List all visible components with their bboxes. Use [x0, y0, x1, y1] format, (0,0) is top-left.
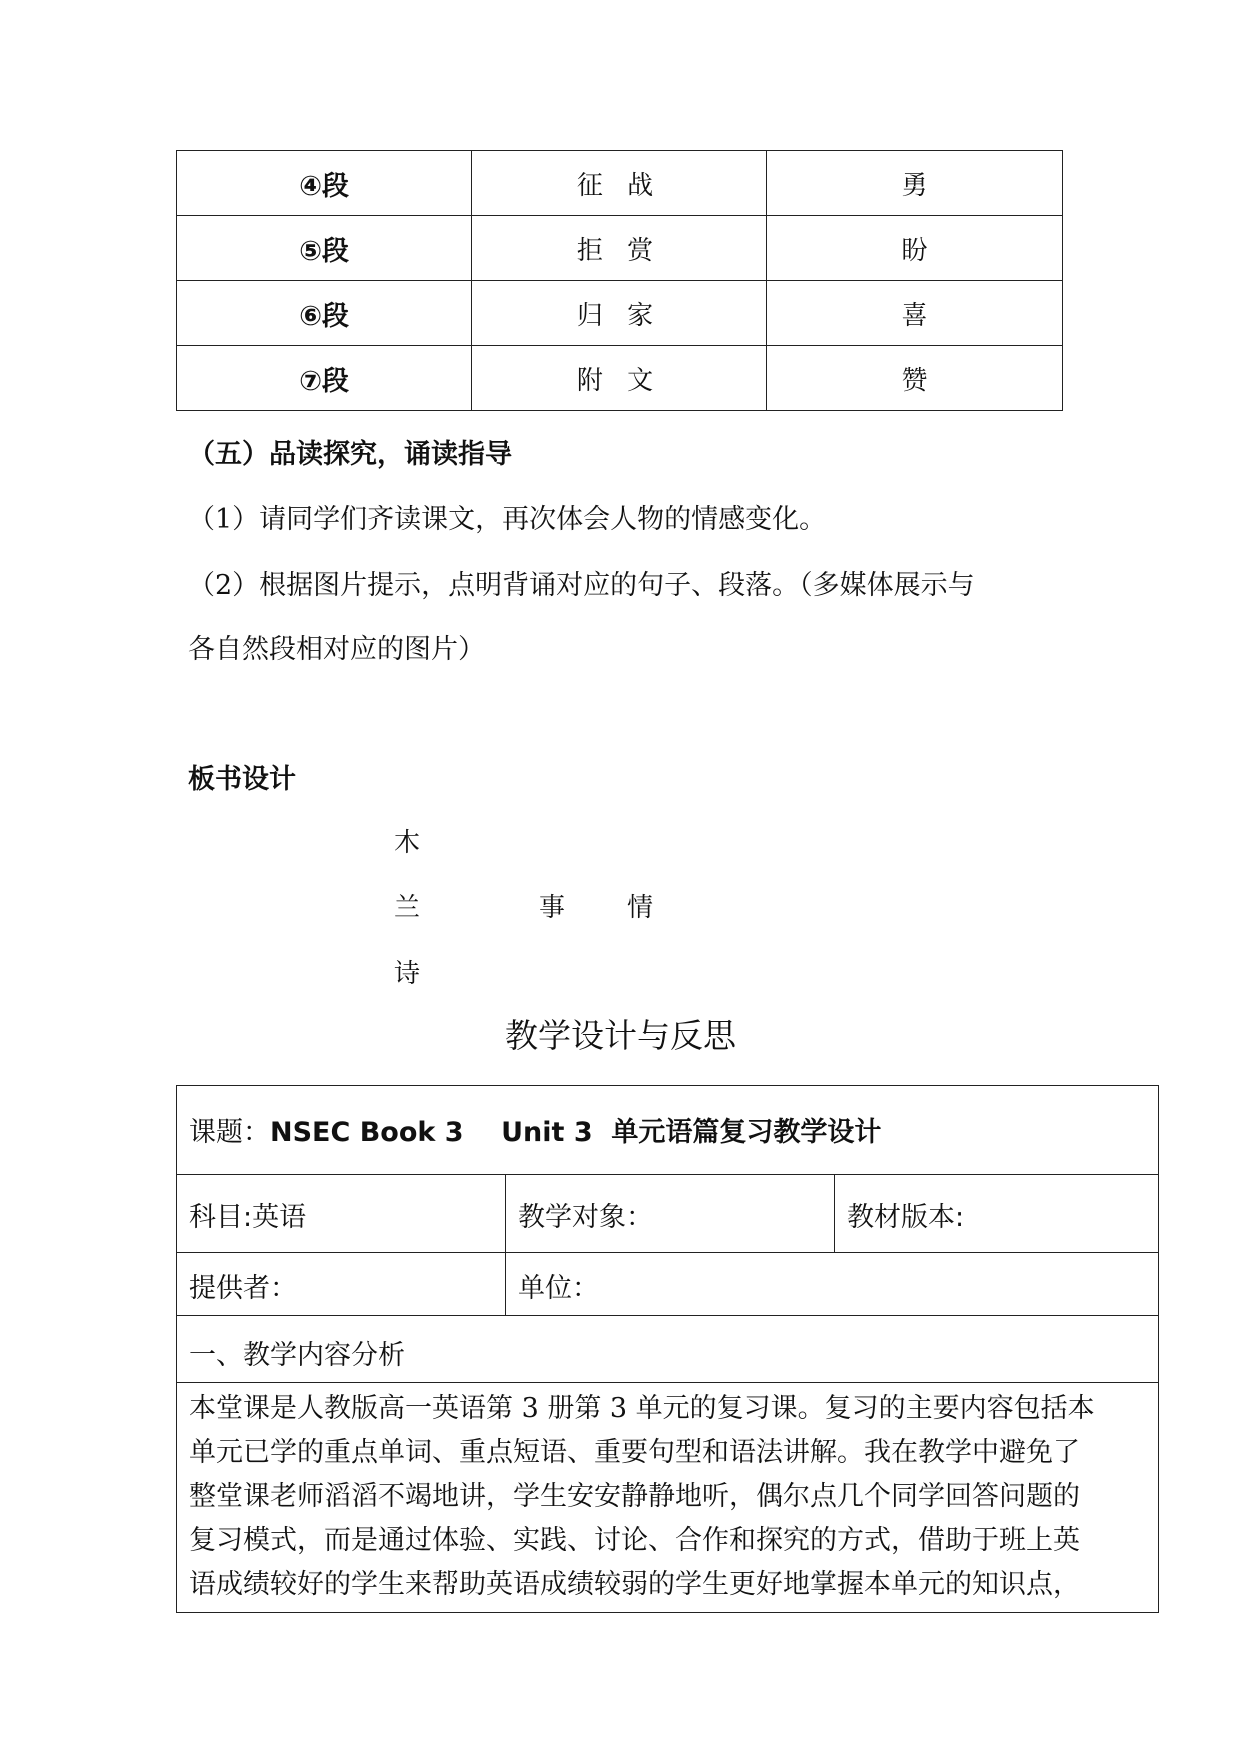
board-word-qing: 情 [627, 893, 654, 923]
section5-item1: （1）请同学们齐读课文，再次体会人物的情感变化。 [188, 504, 827, 535]
audience-text: 教学对象： [518, 1202, 653, 1233]
event-cell: 附 文 [472, 346, 767, 411]
unit-cell [505, 1253, 1158, 1315]
board-char-lan: 兰 [394, 893, 421, 923]
topic-label: 课题： [189, 1117, 270, 1148]
board-char-mu: 木 [394, 828, 421, 858]
topic-row [177, 1086, 1158, 1175]
provider-row [177, 1253, 1158, 1316]
design-table [176, 1085, 1159, 1613]
emotion-cell: 赞 [767, 346, 1063, 411]
section1-paragraph [189, 1387, 1148, 1607]
segment-cell: ⑥段 [177, 281, 472, 346]
edition-text: 教材版本: [847, 1202, 965, 1233]
board-char-shi: 诗 [394, 959, 421, 989]
provider-text: 提供者： [189, 1273, 297, 1304]
paragraph-line: 本堂课是人教版高一英语第 3 册第 3 单元的复习课。复习的主要内容包括本 [189, 1393, 1095, 1424]
section1-heading-row [177, 1316, 1158, 1383]
paragraph-line: 整堂课老师滔滔不竭地讲，学生安安静静地听，偶尔点几个同学回答问题的 [189, 1481, 1080, 1512]
section1-heading: 一、教学内容分析 [189, 1340, 405, 1371]
emotion-cell: 勇 [767, 151, 1063, 216]
paragraph-line: 语成绩较好的学生来帮助英语成绩较弱的学生更好地掌握本单元的知识点， [189, 1569, 1080, 1600]
table-row [177, 216, 1063, 281]
event-cell: 征 战 [472, 151, 767, 216]
table-row [177, 281, 1063, 346]
table-row [177, 346, 1063, 411]
table-row [177, 151, 1063, 216]
emotion-cell: 盼 [767, 216, 1063, 281]
emotion-cell: 喜 [767, 281, 1063, 346]
board-word-shi: 事 [539, 893, 566, 923]
paragraph-line: 单元已学的重点单词、重点短语、重要句型和语法讲解。我在教学中避免了 [189, 1437, 1080, 1468]
subject-text: 科目:英语 [189, 1202, 307, 1233]
topic-text [189, 1110, 881, 1149]
subject-cell [177, 1175, 505, 1252]
board-heading: 板书设计 [188, 764, 296, 795]
event-cell: 归 家 [472, 281, 767, 346]
edition-cell [834, 1175, 1158, 1252]
event-cell: 拒 赏 [472, 216, 767, 281]
section5-item2-line1: （2）根据图片提示，点明背诵对应的句子、段落。（多媒体展示与 [188, 570, 975, 601]
section5-item2-line2: 各自然段相对应的图片） [188, 634, 485, 665]
topic-value: NSEC Book 3 Unit 3 单元语篇复习教学设计 [270, 1117, 882, 1148]
segment-cell: ④段 [177, 151, 472, 216]
segment-table [176, 150, 1063, 411]
segment-cell: ⑦段 [177, 346, 472, 411]
unit-text: 单位： [518, 1273, 599, 1304]
subject-row [177, 1175, 1158, 1253]
segment-cell: ⑤段 [177, 216, 472, 281]
page-title: 教学设计与反思 [505, 1016, 736, 1055]
section1-body-row [177, 1383, 1158, 1612]
audience-cell [505, 1175, 834, 1252]
section5-heading: （五）品读探究，诵读指导 [188, 439, 512, 470]
provider-cell [177, 1253, 505, 1315]
paragraph-line: 复习模式，而是通过体验、实践、讨论、合作和探究的方式，借助于班上英 [189, 1525, 1080, 1556]
